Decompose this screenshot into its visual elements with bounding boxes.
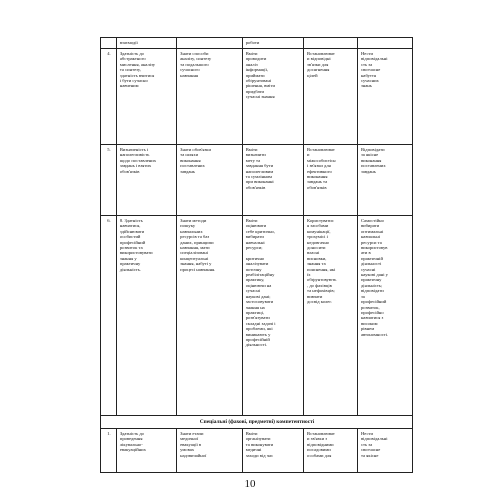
table-row — [101, 429, 413, 473]
competence-cell: 8. Здатність навчатися, здійснювати особистий професійний розвиток та використовувати знання у практичну діяльність. — [116, 216, 176, 416]
knowledge-cell: Знати методи пошуку навчальних ресурсів та баз даних, принципи навчання, мати спеціалізовані концептуальні знання, набуті у процесі навчання. — [177, 216, 243, 416]
knowledge-cell: Знати способи аналізу, синтезу та подальшого сучасного навчання — [177, 49, 243, 145]
competence-cell: Здатність до проведення лікувально- евакуаційних — [116, 429, 176, 473]
responsibility-cell — [357, 38, 412, 49]
competence-cell: Здатність до абстрактного мислення, аналізу та синтезу, здатність вчитися і бути сучасно навченим — [116, 49, 176, 145]
knowledge-cell: Знати етапи медичної евакуації в умовах надзвичайної — [177, 429, 243, 473]
responsibility-cell: Відповідати за якісне виконання поставлених завдань — [357, 145, 412, 216]
row-number: 5. — [101, 145, 117, 216]
table-row — [101, 49, 413, 145]
communication-cell: Користуватис я засобами комунікації, трохумісі і недовгачно доносити власні висновки, знання та пояснення, які їх обґрунтовують , до фахівців та нефахівців; вивчати досвід колег. — [304, 216, 358, 416]
communication-cell — [304, 38, 358, 49]
section-title: Спеціальні (фахові, предметні) компетентності — [101, 416, 413, 429]
page-number: 10 — [244, 478, 256, 490]
row-number — [101, 38, 117, 49]
skills-cell: Вміти визначити мету та завдання бути наполегливим та сумлінним при виконанні обов'язків — [242, 145, 303, 216]
table-row — [101, 216, 413, 416]
row-number: 4. — [101, 49, 117, 145]
table-row — [101, 145, 413, 216]
table-row — [101, 38, 413, 49]
communication-cell: Встановлюват и відповідні зв'язки для досягнення цілей — [304, 49, 358, 145]
communication-cell: Встановлюват и зв'язки з відповідними посадовими особами для — [304, 429, 358, 473]
responsibility-cell: Нести відповідальні сть за своєчасне набуття сучасних знань — [357, 49, 412, 145]
section-header-row — [101, 416, 413, 429]
competence-cell: взаємодії — [116, 38, 176, 49]
competence-table — [100, 37, 413, 473]
knowledge-cell: Знати обов'язки та шляхи виконання поставлених завдань — [177, 145, 243, 216]
skills-cell: Вміти організувати та виконувати медичні заходи від час — [242, 429, 303, 473]
skills-cell: Вміти оцінювати себе критично, вибирати навчальні ресурси; критично аналізувати поточну реабілітаційну практику, оцінюючи на сучасні наукові дані; застосовувати знання на практиці, розв'язувати складні задачі і проблеми, які виникають у професійній діяльності. — [242, 216, 303, 416]
skills-cell: роботи — [242, 38, 303, 49]
responsibility-cell: Самостійно вибирати оптимальні навчальні ресурси та використовув ати в практичній діяльності сучасні наукові дані у практичну діяльність; відповідати за професійний розвиток, професійно навчатися з високим рівнем автономності. — [357, 216, 412, 416]
knowledge-cell — [177, 38, 243, 49]
communication-cell: Встановлюват и міжособистісн і зв'язки для ефективного виконання завдань та обов'язків — [304, 145, 358, 216]
row-number: 6. — [101, 216, 117, 416]
responsibility-cell: Нести відповідальні сть за своєчасне та якісне — [357, 429, 412, 473]
row-number: 1. — [101, 429, 117, 473]
competence-cell: Визначеність і наполегливість щодо поставлених завдань і взятих обов'язків — [116, 145, 176, 216]
skills-cell: Вміти проводити аналіз інформації, приймати обґрунтовані рішення, вміти придбати сучасні знання — [242, 49, 303, 145]
